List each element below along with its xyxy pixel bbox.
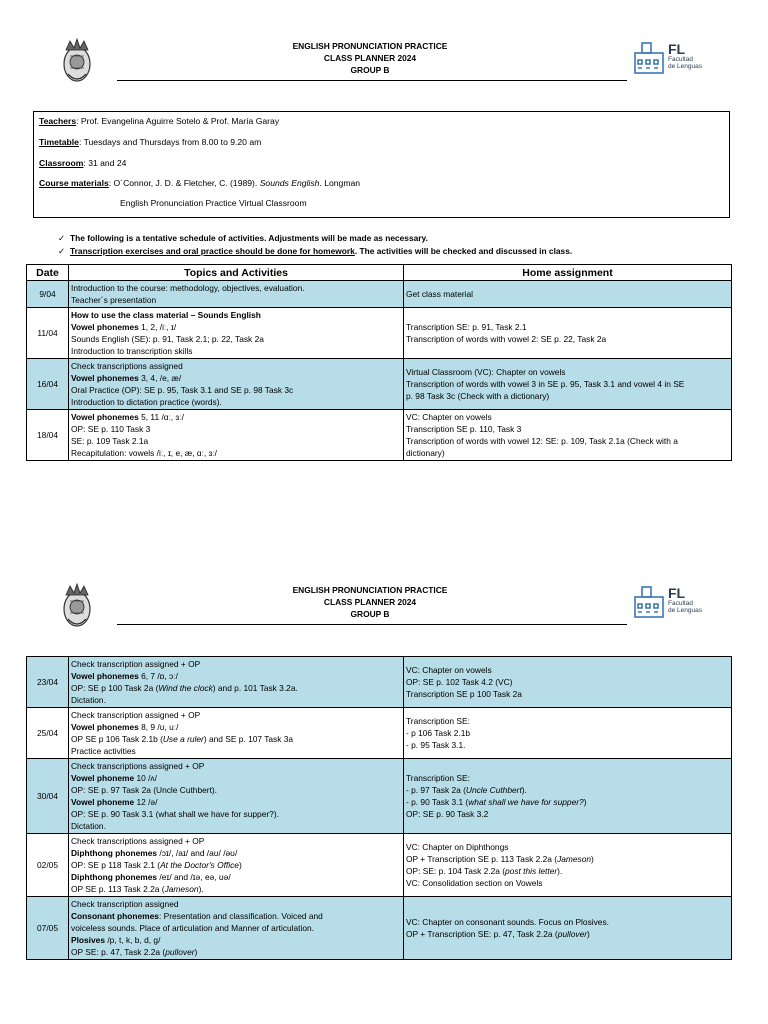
fl-logo <box>632 40 722 80</box>
topics-line <box>71 835 401 847</box>
topics-line <box>71 883 401 895</box>
table-row <box>27 834 732 897</box>
text-segment: Wind the clock <box>158 683 213 693</box>
header-topics: Topics and Activities <box>69 265 404 281</box>
topics-cell <box>69 897 404 960</box>
home-line <box>406 366 729 378</box>
university-crest <box>60 583 94 631</box>
classroom-value: : 31 and 24 <box>83 158 127 168</box>
text-segment: Introduction to the course: methodology, objectives, evaluation. <box>71 283 305 293</box>
text-segment: Check transcription assigned + OP <box>71 710 201 720</box>
text-segment: Get class material <box>406 289 474 299</box>
text-segment: /eɪ/ and /ɪə, eə, ʊə/ <box>157 872 231 882</box>
topics-line <box>71 946 401 958</box>
home-line <box>406 928 729 940</box>
text-segment: Transcription of words with vowel 2: SE p. 22, Task 2a <box>406 334 607 344</box>
text-segment: Uncle Cuthbert <box>465 785 522 795</box>
note-2-rest: . The activities will be checked and discussed in class. <box>354 246 573 256</box>
table-row <box>27 308 732 359</box>
text-segment: Vowel phoneme <box>71 797 135 807</box>
building-icon <box>632 584 666 620</box>
home-line <box>406 688 729 700</box>
fl-logo-sub-2: de Lenguas <box>668 63 702 70</box>
teachers-label: Teachers <box>39 116 77 126</box>
fl-logo-text: FL <box>668 585 686 601</box>
teachers-row <box>39 116 279 126</box>
header-title-line-2: CLASS PLANNER 2024 <box>323 597 417 607</box>
text-segment: Use a ruler <box>162 734 204 744</box>
text-segment: post this letter <box>505 866 558 876</box>
topics-cell <box>69 410 404 461</box>
topics-cell <box>69 359 404 410</box>
text-segment: Oral Practice (OP): SE p. 95, Task 3.1 and SE p. 98 Task 3c <box>71 385 294 395</box>
home-line <box>406 739 729 751</box>
text-segment: Transcription of words with vowel 12: SE: p. 109, Task 2.1a (Check with a <box>406 436 678 446</box>
topics-line <box>71 309 401 321</box>
text-segment: OP: SE p. 102 Task 4.2 (VC) <box>406 677 513 687</box>
fl-logo-sub-1: Facultad <box>668 56 693 63</box>
topics-line <box>71 772 401 784</box>
topics-cell <box>69 657 404 708</box>
topics-line <box>71 658 401 670</box>
materials-book: Sounds English <box>259 178 320 188</box>
note-2 <box>58 246 572 256</box>
topics-line <box>71 282 401 294</box>
topics-line <box>71 922 401 934</box>
classroom-row <box>39 158 126 168</box>
text-segment: ) <box>587 929 590 939</box>
topics-cell <box>69 759 404 834</box>
text-segment: 3, 4, /e, æ/ <box>138 373 182 383</box>
timetable-value: : Tuesdays and Thursdays from 8.00 to 9.20 am <box>78 137 262 147</box>
home-line <box>406 808 729 820</box>
text-segment: At the Doctor's Office <box>160 860 239 870</box>
table-row <box>27 410 732 461</box>
topics-line <box>71 721 401 733</box>
text-segment: ) and p. 101 Task 3.2a. <box>212 683 298 693</box>
text-segment: Check transcriptions assigned <box>71 361 183 371</box>
table-row <box>27 657 732 708</box>
home-assignment-cell <box>404 708 732 759</box>
topics-line <box>71 435 401 447</box>
date-cell: 07/05 <box>27 897 69 960</box>
topics-cell <box>69 308 404 359</box>
text-segment: Sounds English (SE): p. 91, Task 2.1; p. 22, Task 2a <box>71 334 264 344</box>
text-segment: Check transcriptions assigned + OP <box>71 836 205 846</box>
text-segment: ) <box>238 860 242 870</box>
home-line <box>406 796 729 808</box>
home-line <box>406 378 729 390</box>
text-segment: Diphthong phonemes <box>71 848 158 858</box>
home-line <box>406 784 729 796</box>
table-row <box>27 897 732 960</box>
topics-line <box>71 670 401 682</box>
date-cell: 23/04 <box>27 657 69 708</box>
home-line <box>406 411 729 423</box>
header-title-line-3: GROUP B <box>350 609 390 619</box>
text-segment: 10 /ʌ/ <box>134 773 157 783</box>
text-segment: Transcription SE: <box>406 716 470 726</box>
topics-line <box>71 733 401 745</box>
text-segment: VC: Chapter on vowels <box>406 412 492 422</box>
text-segment: ). <box>521 785 527 795</box>
materials-label: Course materials <box>39 178 109 188</box>
text-segment: Jameson <box>557 854 592 864</box>
header-title <box>200 40 540 76</box>
home-assignment-cell <box>404 308 732 359</box>
topics-line <box>71 694 401 706</box>
date-cell: 18/04 <box>27 410 69 461</box>
text-segment: Vowel phonemes <box>71 373 139 383</box>
topics-line <box>71 910 401 922</box>
text-segment: Vowel phonemes <box>71 322 139 332</box>
header-home: Home assignment <box>404 265 732 281</box>
home-assignment-cell <box>404 281 732 308</box>
table-row <box>27 759 732 834</box>
text-segment: p. 98 Task 3c (Check with a dictionary) <box>406 391 550 401</box>
table-row <box>27 281 732 308</box>
header-title-line-1: ENGLISH PRONUNCIATION PRACTICE <box>292 585 448 595</box>
text-segment: Transcription of words with vowel 3 in SE p. 95, Task 3.1 and vowel 4 in SE <box>406 379 685 389</box>
header-title <box>200 584 540 620</box>
topics-line <box>71 760 401 772</box>
topics-cell <box>69 708 404 759</box>
date-cell: 25/04 <box>27 708 69 759</box>
text-segment: VC: Chapter on Diphthongs <box>406 842 509 852</box>
home-line <box>406 865 729 877</box>
home-line <box>406 321 729 333</box>
home-line <box>406 841 729 853</box>
date-cell: 30/04 <box>27 759 69 834</box>
topics-line <box>71 345 401 357</box>
text-segment: Jameson <box>164 884 199 894</box>
header-title-line-3: GROUP B <box>350 65 390 75</box>
text-segment: Transcription SE p 100 Task 2a <box>406 689 522 699</box>
text-segment: Recapitulation: vowels /iː, ɪ, e, æ, ɑː, ɜː/ <box>71 448 218 458</box>
topics-cell <box>69 281 404 308</box>
fl-logo-text: FL <box>668 41 686 57</box>
checkmark-icon: ✓ <box>58 233 66 243</box>
home-line <box>406 435 729 447</box>
home-line <box>406 676 729 688</box>
home-line <box>406 916 729 928</box>
text-segment: Practice activities <box>71 746 136 756</box>
materials-pre: : O´Connor, J. D. & Fletcher, C. (1989). <box>108 178 260 188</box>
topics-line <box>71 423 401 435</box>
table-row <box>27 708 732 759</box>
header-date: Date <box>27 265 69 281</box>
text-segment: 6, 7 /ɒ, ɔː/ <box>138 671 178 681</box>
checkmark-icon: ✓ <box>58 246 66 256</box>
materials-post: . Longman <box>319 178 361 188</box>
topics-line <box>71 411 401 423</box>
text-segment: Dictation. <box>71 821 106 831</box>
topics-line <box>71 333 401 345</box>
text-segment: Vowel phonemes <box>71 671 139 681</box>
home-assignment-cell <box>404 897 732 960</box>
text-segment: ). <box>198 884 204 894</box>
text-segment: OP SE: p. 47, Task 2.2a ( <box>71 947 166 957</box>
header-divider <box>117 624 627 625</box>
schedule-table-1 <box>26 264 732 461</box>
materials-row <box>39 178 360 188</box>
note-1 <box>58 233 428 243</box>
text-segment: OP + Transcription SE: p. 47, Task 2.2a ( <box>406 929 558 939</box>
text-segment: How to use the class material – Sounds English <box>71 310 261 320</box>
home-line <box>406 333 729 345</box>
text-segment: pullover <box>165 947 195 957</box>
text-segment: 12 /ə/ <box>134 797 158 807</box>
classroom-label: Classroom <box>39 158 84 168</box>
text-segment: OP SE p. 113 Task 2.2a ( <box>71 884 165 894</box>
text-segment: Diphthong phonemes <box>71 872 158 882</box>
text-segment: Teacher´s presentation <box>71 295 157 305</box>
home-assignment-cell <box>404 759 732 834</box>
text-segment: pullover <box>557 929 588 939</box>
home-assignment-cell <box>404 834 732 897</box>
text-segment: OP: SE p 100 Task 2a ( <box>71 683 159 693</box>
topics-line <box>71 796 401 808</box>
date-cell: 9/04 <box>27 281 69 308</box>
home-line <box>406 288 729 300</box>
timetable-label: Timetable <box>39 137 79 147</box>
header-title-line-1: ENGLISH PRONUNCIATION PRACTICE <box>292 41 448 51</box>
text-segment: voiceless sounds. Place of articulation and Manner of articulation. <box>71 923 315 933</box>
text-segment: VC: Chapter on vowels <box>406 665 492 675</box>
table-row <box>27 359 732 410</box>
home-line <box>406 853 729 865</box>
schedule-table-2 <box>26 656 732 960</box>
text-segment: Plosives <box>71 935 105 945</box>
text-segment: Vowel phonemes <box>71 412 139 422</box>
topics-line <box>71 396 401 408</box>
text-segment: Introduction to dictation practice (words). <box>71 397 222 407</box>
text-segment: dictionary) <box>406 448 445 458</box>
fl-logo <box>632 584 722 624</box>
home-line <box>406 877 729 889</box>
text-segment: ) <box>591 854 594 864</box>
text-segment: SE: p. 109 Task 2.1a <box>71 436 149 446</box>
virtual-classroom: English Pronunciation Practice Virtual Classroom <box>120 198 307 208</box>
text-segment: : Presentation and classification. Voiced and <box>158 911 323 921</box>
note-2-underlined: Transcription exercises and oral practice should be done for homework <box>70 246 355 256</box>
topics-line <box>71 682 401 694</box>
topics-line <box>71 372 401 384</box>
home-assignment-cell <box>404 657 732 708</box>
topics-line <box>71 447 401 459</box>
text-segment: ) <box>194 947 198 957</box>
text-segment: what shall we have for supper? <box>468 797 584 807</box>
topics-line <box>71 871 401 883</box>
text-segment: ) <box>583 797 587 807</box>
home-line <box>406 664 729 676</box>
header-divider <box>117 80 627 81</box>
fl-logo-sub-2: de Lenguas <box>668 607 702 614</box>
text-segment: - p. 90 Task 3.1 ( <box>406 797 469 807</box>
topics-cell <box>69 834 404 897</box>
topics-line <box>71 859 401 871</box>
university-crest <box>60 38 94 86</box>
topics-line <box>71 847 401 859</box>
text-segment: - p. 95 Task 3.1. <box>406 740 466 750</box>
home-line <box>406 772 729 784</box>
text-segment: /p, t, k, b, d, g/ <box>105 935 161 945</box>
text-segment: Transcription SE: p. 91, Task 2.1 <box>406 322 527 332</box>
home-assignment-cell <box>404 359 732 410</box>
text-segment: Vowel phoneme <box>71 773 135 783</box>
home-assignment-cell <box>404 410 732 461</box>
building-icon <box>632 40 666 76</box>
table-header-row <box>27 265 732 281</box>
text-segment: OP SE p 106 Task 2.1b ( <box>71 734 163 744</box>
text-segment: ). <box>557 866 563 876</box>
text-segment: /ɔɪ/, /aɪ/ and /aʊ/ /əʊ/ <box>157 848 238 858</box>
text-segment: Transcription SE: <box>406 773 470 783</box>
text-segment: Check transcriptions assigned + OP <box>71 761 205 771</box>
date-cell: 11/04 <box>27 308 69 359</box>
note-1-text: The following is a tentative schedule of activities. Adjustments will be made as necessary. <box>70 233 428 243</box>
topics-line <box>71 745 401 757</box>
topics-line <box>71 384 401 396</box>
text-segment: Check transcription assigned + OP <box>71 659 201 669</box>
text-segment: OP + Transcription SE p. 113 Task 2.2a ( <box>406 854 558 864</box>
text-segment: Virtual Classroom (VC): Chapter on vowels <box>406 367 566 377</box>
home-line <box>406 390 729 402</box>
topics-line <box>71 709 401 721</box>
course-info-box <box>33 111 730 218</box>
text-segment: Consonant phonemes <box>71 911 159 921</box>
text-segment: VC: Chapter on consonant sounds. Focus on Plosives. <box>406 917 609 927</box>
topics-line <box>71 820 401 832</box>
topics-line <box>71 934 401 946</box>
text-segment: Dictation. <box>71 695 106 705</box>
text-segment: OP: SE: p. 104 Task 2.2a ( <box>406 866 506 876</box>
date-cell: 02/05 <box>27 834 69 897</box>
fl-logo-sub-1: Facultad <box>668 600 693 607</box>
text-segment: Check transcription assigned <box>71 899 179 909</box>
text-segment: VC: Consolidation section on Vowels <box>406 878 543 888</box>
text-segment: Transcription SE p. 110, Task 3 <box>406 424 522 434</box>
topics-line <box>71 321 401 333</box>
text-segment: OP: SE p. 90 Task 3.1 (what shall we have for supper?). <box>71 809 279 819</box>
topics-line <box>71 784 401 796</box>
text-segment: Vowel phonemes <box>71 722 139 732</box>
timetable-row <box>39 137 261 147</box>
text-segment: OP: SE p. 97 Task 2a (Uncle Cuthbert). <box>71 785 218 795</box>
teachers-value: : Prof. Evangelina Aguirre Sotelo & Prof. María Garay <box>76 116 280 126</box>
topics-line <box>71 294 401 306</box>
topics-line <box>71 808 401 820</box>
home-line <box>406 727 729 739</box>
topics-line <box>71 360 401 372</box>
text-segment: OP: SE p 118 Task 2.1 ( <box>71 860 161 870</box>
home-line <box>406 423 729 435</box>
header-title-line-2: CLASS PLANNER 2024 <box>323 53 417 63</box>
text-segment: - p. 97 Task 2a ( <box>406 785 466 795</box>
text-segment: ) and SE p. 107 Task 3a <box>203 734 294 744</box>
home-line <box>406 715 729 727</box>
text-segment: OP: SE p. 90 Task 3.2 <box>406 809 489 819</box>
topics-line <box>71 898 401 910</box>
text-segment: OP: SE p. 110 Task 3 <box>71 424 151 434</box>
text-segment: Introduction to transcription skills <box>71 346 193 356</box>
text-segment: 5, 11 /ɑː, ɜː/ <box>138 412 184 422</box>
text-segment: 8, 9 /ʊ, uː/ <box>138 722 179 732</box>
text-segment: - p 106 Task 2.1b <box>406 728 471 738</box>
home-line <box>406 447 729 459</box>
date-cell: 16/04 <box>27 359 69 410</box>
text-segment: 1, 2, /iː, ɪ/ <box>138 322 177 332</box>
